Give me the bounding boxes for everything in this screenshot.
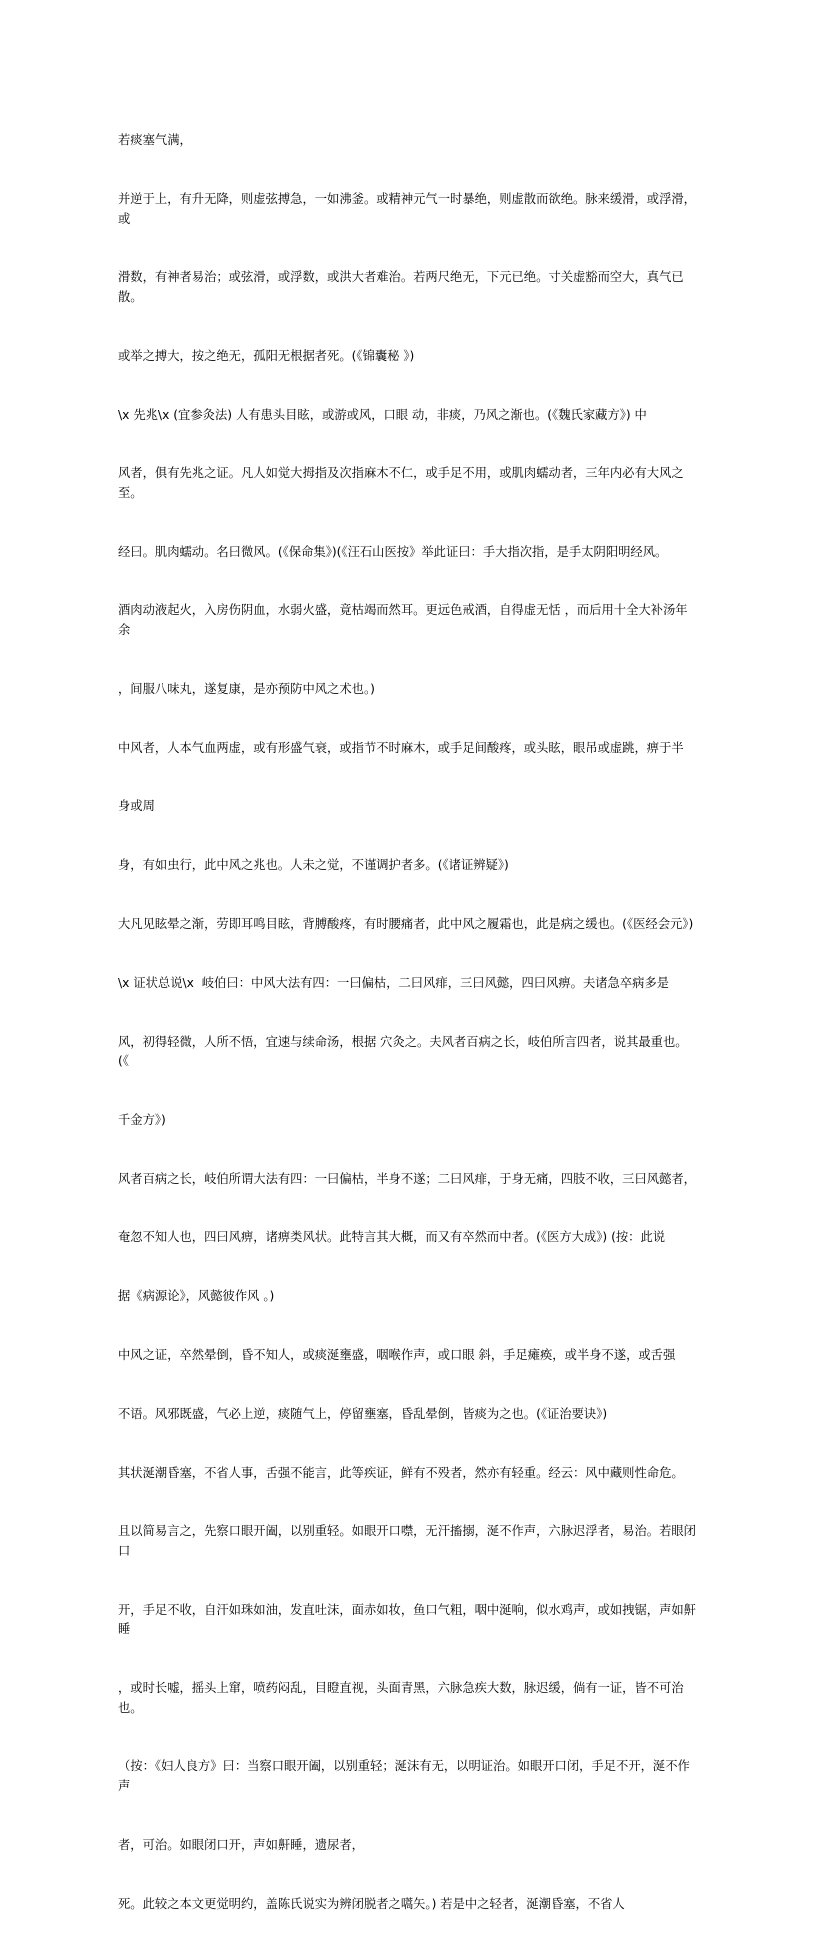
document-line: 中风之证，卒然晕倒，昏不知人，或痰涎壅盛，咽喉作声，或口眼 斜，手足瘫痪，或半身不遂，或舌强 xyxy=(118,1348,676,1362)
document-line: 据《病源论》，风懿彼作风 。) xyxy=(118,1289,275,1304)
document-line: 中风者，人本气血两虚，或有形盛气衰，或指节不时麻木，或手足间酸疼，或头眩，眼吊或虚跳，痹于半 xyxy=(118,740,684,755)
document-line: 风者百病之长，岐伯所谓大法有四：一曰偏枯，半身不遂；二曰风痱，于身无痛，四肢不收，三曰风懿者， xyxy=(118,1171,696,1186)
document-line: 且以简易言之，先察口眼开阖，以别重轻。如眼开口噤，无汗搐搦，涎不作声，六脉迟浮者，易治。若眼闭口 xyxy=(118,1524,696,1558)
document-line: 身，有如虫行，此中风之兆也。人未之觉，不谨调护者多。(《诸证辨疑》) xyxy=(118,858,509,873)
document-line: 风者，俱有先兆之证。凡人如觉大拇指及次指麻木不仁，或手足不用，或肌肉蠕动者，三年内必有大风之至。 xyxy=(118,466,684,500)
document-line: 或举之搏大，按之绝无，孤阳无根据者死。(《锦囊秘 》) xyxy=(118,348,415,363)
document-line: 滑数，有神者易治；或弦滑，或浮数，或洪大者难治。若两尺绝无，下元已绝。寸关虚豁而空大，真气已散。 xyxy=(118,270,684,304)
document-line: 者，可治。如眼闭口开，声如鼾睡，遗尿者， xyxy=(118,1837,364,1852)
document-line: 并逆于上，有升无降，则虚弦搏急，一如沸釜。或精神元气一时暴绝，则虚散而欲绝。脉来缓滑，或浮滑，或 xyxy=(118,191,696,226)
document-line: \x 证状总说\x 岐伯曰：中风大法有四：一曰偏枯，二曰风痱，三曰风懿，四曰风痹。夫诸急卒病多是 xyxy=(118,975,670,990)
document-text-body xyxy=(118,92,698,1953)
document-line: 酒肉动液起火，入房伤阴血，水弱火盛，竟枯竭而然耳。更远色戒酒，自得虚无恬 ，而后用十全大补汤年余 xyxy=(118,603,688,638)
document-line: 千金方》) xyxy=(118,1112,166,1127)
document-line: 开，手足不收，自汗如珠如油，发直吐沫，面赤如妆，鱼口气粗，咽中涎响，似水鸡声，或如拽锯，声如鼾睡 xyxy=(118,1602,696,1637)
document-line: ，间服八味丸，遂复康，是亦预防中风之术也。) xyxy=(118,681,375,696)
document-line: 经曰。肌肉蠕动。名曰微风。(《保命集》)(《汪石山医按》举此证曰：手大指次指，是手太阴阳明经风。 xyxy=(118,544,668,559)
document-line: 奄忽不知人也，四曰风痹，诸痹类风状。此特言其大概，而又有卒然而中者。(《医方大成》) (按：此说 xyxy=(118,1230,666,1245)
document-line: 大凡见眩晕之渐，劳即耳鸣目眩，背膊酸疼，有时腰痛者，此中风之履霜也，此是病之缓也。(《医经会元》) xyxy=(118,916,694,931)
document-line: \x 先兆\x (宜参灸法) 人有患头目眩，或游或风，口眼 动，非痰，乃风之渐也。(《魏氏家藏方》) 中 xyxy=(118,407,647,422)
document-line: 身或周 xyxy=(118,799,155,814)
document-line: 其状涎潮昏塞，不省人事，舌强不能言，此等疾证，鲜有不殁者，然亦有轻重。经云：风中藏则性命危。 xyxy=(118,1465,684,1480)
document-line: 死。此较之本文更觉明约，盖陈氏说实为辨闭脱者之嚆矢。) 若是中之轻者，涎潮昏塞，不省人 xyxy=(118,1896,625,1911)
document-line: （按：《妇人良方》曰：当察口眼开阖，以别重轻；涎沫有无，以明证治。如眼开口闭，手足不开，涎不作声 xyxy=(118,1759,690,1794)
document-line: 若痰塞气满， xyxy=(118,133,192,148)
document-line: 风，初得轻微，人所不悟，宜速与续命汤，根据 穴灸之。夫风者百病之长，岐伯所言四者，说其最重也。(《 xyxy=(118,1034,688,1069)
document-line: ，或时长嘘，摇头上窜，喷药闷乱，目瞪直视，头面青黑，六脉急疾大数，脉迟缓，倘有一证，皆不可治也。 xyxy=(118,1681,684,1715)
document-line: 不语。风邪既盛，气必上逆，痰随气上，停留壅塞，昏乱晕倒，皆痰为之也。(《证治要诀》) xyxy=(118,1406,608,1421)
